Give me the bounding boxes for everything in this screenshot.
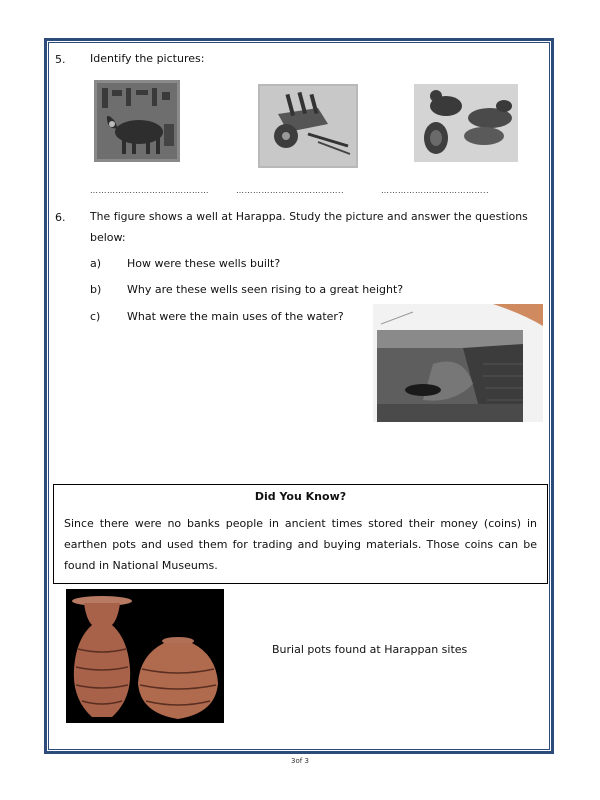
- q5-blank-2: ………………………………..: [236, 186, 345, 195]
- seal-image: [94, 80, 180, 162]
- cart-toy-image: [258, 84, 358, 168]
- did-you-know-title: Did You Know?: [254, 490, 347, 503]
- burial-pots-caption: Burial pots found at Harappan sites: [272, 643, 468, 656]
- q6a-label: a): [90, 257, 102, 270]
- animal-toys-image: [414, 84, 518, 162]
- q5-prompt: Identify the pictures:: [90, 52, 205, 65]
- q6-prompt-line1: The figure shows a well at Harappa. Study the picture and answer the questions: [90, 210, 528, 223]
- q6b-label: b): [90, 283, 102, 296]
- did-you-know-body: Since there were no banks people in ancient times stored their money (coins) in earthen pots and used them for trading and buying materials. Those coins can be found in National Museums.: [64, 517, 537, 572]
- harappa-well-image: [373, 304, 543, 422]
- q6-number: 6.: [55, 211, 66, 224]
- q5-blank-3: ………………………………..: [381, 186, 490, 195]
- q6-prompt-line2: below:: [90, 231, 126, 244]
- did-you-know-box: [53, 484, 548, 584]
- q5-blank-1: ……………………………………: [90, 186, 209, 195]
- q6a-text: How were these wells built?: [127, 257, 281, 270]
- q6c-label: c): [90, 310, 101, 323]
- q5-number: 5.: [55, 53, 66, 66]
- page-number: 3of 3: [291, 757, 309, 765]
- burial-pots-image: [66, 589, 224, 723]
- q6b-text: Why are these wells seen rising to a great height?: [127, 283, 404, 296]
- q6c-text: What were the main uses of the water?: [127, 310, 344, 323]
